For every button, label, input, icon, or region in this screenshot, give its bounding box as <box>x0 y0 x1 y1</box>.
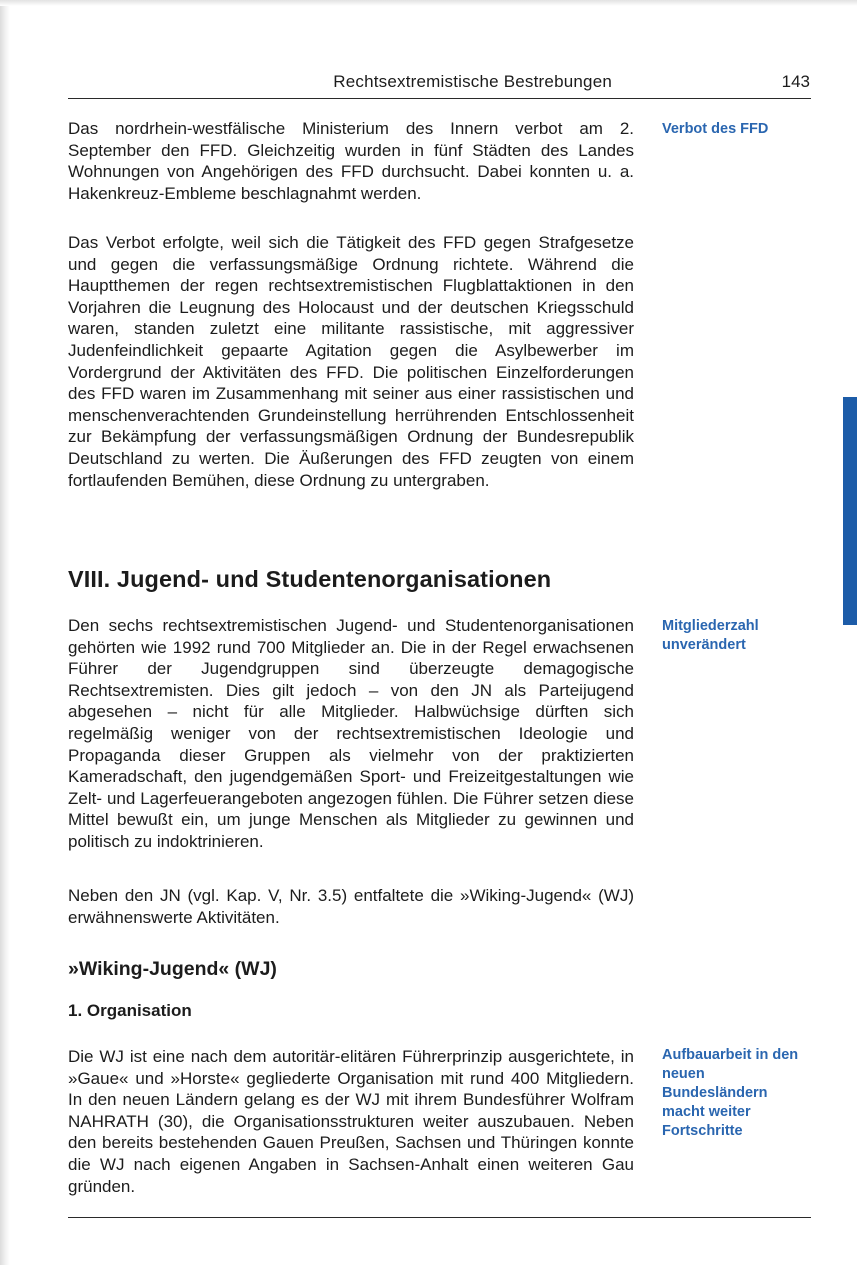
margin-note-aufbau: Aufbauarbeit in den neuen Bundesländern macht weiter Fortschritte <box>662 1047 799 1139</box>
paragraph-youth-orgs: Den sechs rechtsextremistischen Jugend- und Studentenorganisationen gehörten wie 1992 rund 700 Mitglieder an. Die in der Regel erwachsenen Führer der Jugendgruppen sind überzeugte demagogische Rechtsextremisten. Dies gilt jedoch – von den JN als Parteijugend abgesehen – nicht für alle Mitglieder. Halbwüchsige dürften sich regelmäßig weniger von der rechtsextremistischen Ideologie und Propaganda dieser Gruppen als vielmehr von der praktizierten Kameradschaft, den jugendgemäßen Sport- und Freizeitgestaltungen wie Zelt- und Lagerfeuerangeboten angezogen fühlen. Die Führer setzen diese Mittel bewußt ein, um junge Menschen als Mitglieder zu gewinnen und politisch zu indoktrinieren. <box>68 616 634 851</box>
section-heading-viii: VIII. Jugend- und Studentenorganisationen <box>68 566 552 592</box>
paragraph-ffd-ban: Das nordrhein-westfälische Ministerium des Innern verbot am 2. September den FFD. Gleichzeitig wurden in fünf Städten des Landes Wohnungen von Angehörigen des FFD durchsucht. Dabei konnten u. a. Hakenkreuz-Embleme beschlagnahmt werden. <box>68 119 634 203</box>
subsection-heading-organisation: 1. Organisation <box>68 1001 192 1020</box>
page-top-shadow <box>0 0 857 6</box>
running-head: Rechtsextremistische Bestrebungen <box>333 72 612 91</box>
paragraph-wj-intro: Neben den JN (vgl. Kap. V, Nr. 3.5) entfaltete die »Wiking-Jugend« (WJ) erwähnenswerte Aktivitäten. <box>68 886 634 927</box>
paragraph-wj-organisation: Die WJ ist eine nach dem autoritär-elitären Führerprinzip ausgerichtete, in »Gaue« und »Horste« gegliederte Organisation mit rund 400 Mitgliedern. In den neuen Ländern gelang es der WJ mit ihrem Bundesführer Wolfram NAHRATH (30), die Organisationsstrukturen weiter auszubauen. Neben den bereits bestehenden Gauen Preußen, Sachsen und Thüringen konnte die WJ nach eigenen Angaben in Sachsen-Anhalt einen weiteren Gau gründen. <box>68 1047 634 1196</box>
margin-note-verbot: Verbot des FFD <box>662 121 769 137</box>
margin-note-mitglieder: Mitgliederzahl unverändert <box>662 618 759 653</box>
chapter-thumb-tab <box>843 397 857 625</box>
section-heading-wj: »Wiking-Jugend« (WJ) <box>68 958 277 980</box>
header-rule <box>68 98 811 99</box>
footer-rule <box>68 1217 811 1218</box>
page-binding-shadow <box>0 0 10 1265</box>
page-number: 143 <box>781 72 810 91</box>
paragraph-ffd-reasons: Das Verbot erfolgte, weil sich die Tätigkeit des FFD gegen Strafgesetze und gegen die verfassungsmäßige Ordnung richtete. Während die Hauptthemen der regen rechtsextremistischen Flugblattaktionen in den Vorjahren die Leugnung des Holocaust und der deutschen Kriegsschuld waren, standen zuletzt eine militante rassistische, mit aggressiver Judenfeindlichkeit gepaarte Agitation gegen die Asylbewerber im Vordergrund der Aktivitäten des FFD. Die politischen Einzelforderungen des FFD waren im Zusammenhang mit seiner aus einer rassistischen und menschenverachtenden Grundeinstellung herrührenden Entschlossenheit zur Bekämpfung der verfassungsmäßigen Ordnung der Bundesrepublik Deutschland zu werten. Die Äußerungen des FFD zeugten von einem fortlaufenden Bemühen, diese Ordnung zu untergraben. <box>68 233 634 490</box>
